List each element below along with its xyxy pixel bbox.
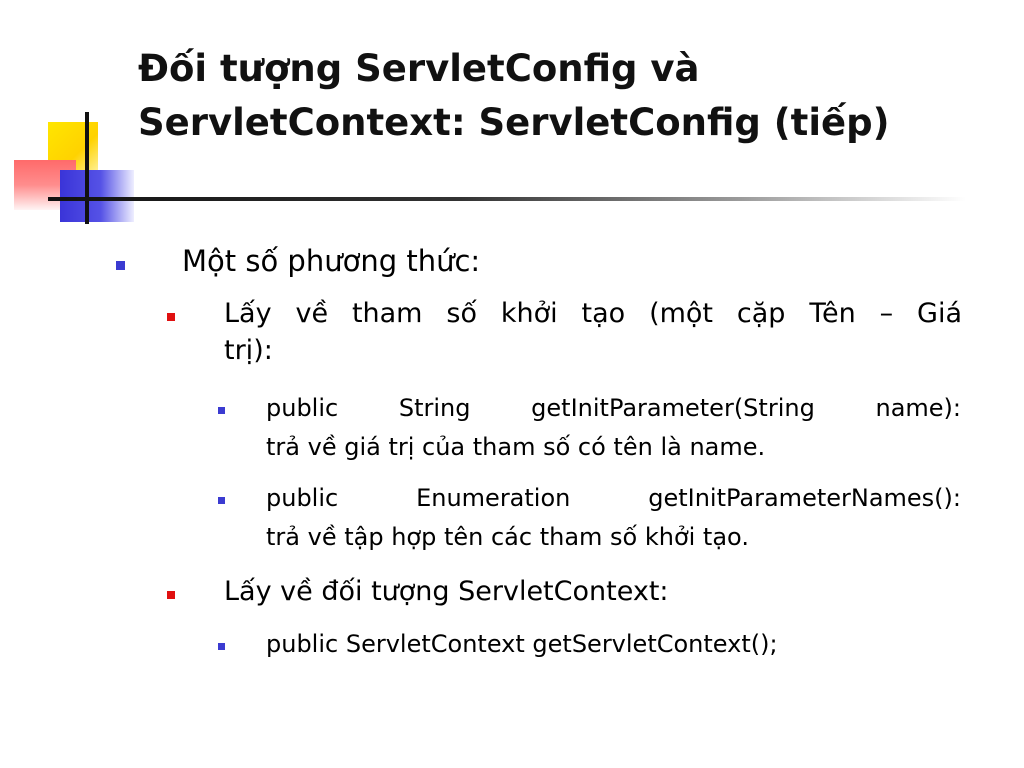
bullet-icon [167, 591, 175, 599]
method-signature: public String getInitParameter(String name): [266, 394, 961, 422]
method-item [266, 479, 961, 557]
section-a-item [224, 295, 962, 369]
method-signature: public Enumeration getInitParameterNames(): [266, 484, 961, 512]
bullet-icon [218, 497, 225, 504]
bullet-icon [167, 313, 175, 321]
method-item [266, 389, 961, 467]
method-signature: public ServletContext getServletContext(); [266, 630, 778, 658]
bullet-icon [218, 407, 225, 414]
title-line-1: Đối tượng ServletConfig và [138, 47, 700, 90]
bullet-icon [218, 643, 225, 650]
method-description: trả về tập hợp tên các tham số khởi tạo. [266, 523, 749, 551]
level1-item [182, 242, 962, 280]
method-item [266, 625, 961, 664]
section-a-line-2: trị): [224, 335, 273, 366]
section-b-line-1: Lấy về đối tượng ServletContext: [224, 576, 669, 607]
bullet-icon [116, 261, 125, 270]
section-b-item [224, 573, 962, 610]
method-description: trả về giá trị của tham số có tên là name. [266, 433, 766, 461]
title-line-2: ServletContext: ServletConfig (tiếp) [138, 101, 890, 144]
section-a-line-1: Lấy về tham số khởi tạo (một cặp Tên – Giá [224, 298, 962, 329]
level1-text: Một số phương thức: [182, 244, 481, 278]
